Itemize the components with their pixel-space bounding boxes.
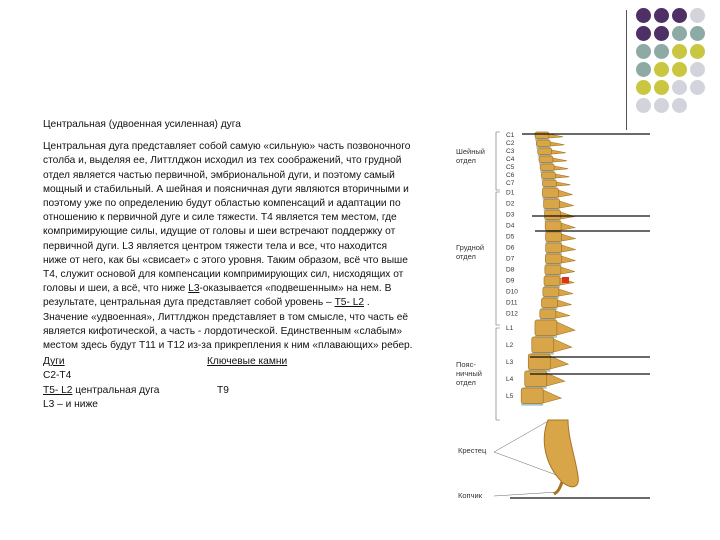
decor-dot (636, 8, 651, 23)
arc-cell-rest: центральная дуга (72, 384, 160, 396)
table-row (43, 369, 413, 383)
decor-dot (672, 62, 687, 77)
segment-label: D12 (506, 310, 518, 318)
label-thoracic-1: Грудной (456, 243, 485, 252)
pointer-sacrum-1 (494, 420, 550, 452)
spinous-process (561, 223, 575, 230)
vertebra-c7 (542, 180, 556, 187)
spinous-process (560, 201, 574, 208)
coccyx-shape (554, 482, 562, 494)
segment-label: D11 (506, 299, 518, 307)
vertebra-l2 (532, 337, 554, 353)
decor-dot (636, 44, 651, 59)
spinous-process (547, 373, 565, 386)
decor-dot (690, 26, 705, 41)
decor-dot (672, 8, 687, 23)
vertebra-l5 (521, 388, 543, 404)
vertebra-d3 (545, 210, 561, 220)
sacrum-shape (544, 420, 578, 487)
decor-dot (654, 8, 669, 23)
bracket-thoracic (496, 192, 500, 325)
decor-dot (672, 44, 687, 59)
vertebra-c6 (541, 172, 555, 179)
spinous-process (556, 311, 570, 318)
keystone-highlight (562, 277, 569, 283)
vertebra-c4 (539, 156, 553, 163)
col-header-keystones: Ключевые камни (207, 356, 288, 368)
segment-label: L1 (506, 325, 514, 333)
decor-dot (654, 80, 669, 95)
segment-label: C5 (506, 163, 515, 171)
paragraph-part3: . Значение «удвоенная», Литтлджон представляет в том смысле, что часть её является кифотической, а часть - лордотической. Единственным «слабым» местом здесь будут Т11 и Т12 из-за прикрепления к ним «плавающих» ребер. (43, 297, 413, 352)
decor-dot (636, 80, 651, 95)
segment-label: C6 (506, 171, 515, 179)
spinous-process (557, 322, 575, 335)
vertebra-c1 (535, 132, 549, 139)
vertebra-d7 (545, 254, 561, 264)
table-row (43, 384, 413, 398)
segment-label: D6 (506, 244, 515, 252)
col-header-arcs: Дуги (43, 356, 65, 368)
paragraph-t5l2: Т5- L2 (334, 297, 365, 309)
segment-labels-group (506, 132, 518, 400)
decor-dot (654, 62, 669, 77)
decor-dot (654, 98, 669, 113)
label-lumbar-3: отдел (456, 378, 476, 387)
decor-dot (690, 62, 705, 77)
spinous-process (557, 300, 571, 307)
spinous-process (558, 190, 572, 197)
label-coccyx: Копчик (458, 491, 482, 500)
decor-dot (654, 44, 669, 59)
label-lumbar-2: ничный (456, 369, 482, 378)
segment-label: C3 (506, 147, 515, 155)
vertebra-c2 (536, 140, 550, 147)
bracket-lumbar (496, 328, 500, 420)
segment-label: L4 (506, 376, 514, 384)
decor-dot (654, 26, 669, 41)
label-sacrum: Крестец (458, 446, 487, 455)
spinous-process (562, 245, 576, 252)
bracket-cervical (496, 132, 500, 190)
spinous-process (543, 390, 561, 403)
vertebra-d5 (546, 232, 562, 242)
segment-label: D4 (506, 222, 515, 230)
segment-label: L5 (506, 393, 514, 401)
vertebra-d4 (545, 221, 561, 231)
vertebra-d6 (546, 243, 562, 253)
decor-dot (672, 80, 687, 95)
vertebrae-group (521, 132, 575, 406)
segment-label: D8 (506, 266, 515, 274)
table-header-row (43, 355, 413, 369)
segment-label: D5 (506, 233, 515, 241)
text-block (43, 118, 413, 412)
decor-dot (636, 98, 651, 113)
heading: Центральная (удвоенная усиленная) дуга (43, 119, 241, 130)
vertebra-d8 (545, 265, 561, 275)
spinous-process (550, 142, 564, 146)
spinous-process (550, 356, 568, 369)
decor-dot (672, 98, 687, 113)
segment-label: D9 (506, 277, 515, 285)
segment-label: D7 (506, 255, 515, 263)
spine-diagram (450, 120, 680, 500)
paragraph-part2: -оказывается «подвешенным» на нем. В результате, центральная дуга представляет собой уровень – (43, 283, 392, 309)
segment-label: D10 (506, 288, 518, 296)
segment-label: D1 (506, 189, 515, 197)
spinous-process (559, 289, 573, 296)
spine-figure (450, 120, 680, 500)
paragraph-part1: Центральная дуга представляет собой самую «сильную» часть позвоночного столба и, выделяя ее, Литтлджон исходил из тех соображений, что грудной отдел является частью первичной, эмбриональной дуги, и поэтому самый мощный и стабильный. А шейная и поясничная дуги являются вторичными и поэтому уже по определению будут областью компенсаций и адаптации по отношению к первичной дуге и силе тяжести. Т4 является тем местом, где компримирующие силы, идущие от головы и шеи встречают поддержку от первичной дуги. L3 является центром тяжести тела и все, что находится ниже от него, как бы «свисает» с этого уровня. Таким образом, всё что выше Т4, служит основой для компенсации компримирующих сил, нисходящих от головы и шеи, а всё, что ниже (43, 141, 411, 295)
vertebra-d2 (544, 199, 560, 209)
vertebra-l3 (528, 354, 550, 370)
segment-label: C7 (506, 179, 515, 187)
spinous-process (554, 339, 572, 352)
segment-label: L2 (506, 342, 514, 350)
spinous-process (554, 166, 568, 170)
table-row (43, 398, 413, 412)
decor-dot (636, 26, 651, 41)
segment-label: L3 (506, 359, 514, 367)
segment-label: C1 (506, 131, 515, 139)
spinous-process (556, 182, 570, 186)
segment-label: D3 (506, 211, 515, 219)
label-cervical-1: Шейный (456, 147, 485, 156)
vertebra-d11 (541, 298, 557, 308)
decor-dot (672, 26, 687, 41)
vertebra-c3 (538, 148, 552, 155)
vertebra-d9 (544, 276, 560, 286)
arc-cell (43, 384, 207, 398)
vertebra-d10 (543, 287, 559, 297)
arcs-table (43, 355, 413, 412)
segment-label: C4 (506, 155, 515, 163)
spinous-process (552, 150, 566, 154)
pointer-coccyx (494, 492, 558, 496)
decor-dot (636, 62, 651, 77)
label-cervical-2: отдел (456, 156, 476, 165)
arc-cell-underlined: Т5- L2 (43, 384, 73, 396)
decor-dot (690, 8, 705, 23)
vertebra-d1 (542, 188, 558, 198)
arc-cell: С2-Т4 (43, 370, 72, 382)
spinous-process (562, 234, 576, 241)
decor-dot (690, 44, 705, 59)
spinous-process (555, 174, 569, 178)
vertebra-l4 (525, 371, 547, 387)
keystone-cell: Т9 (217, 384, 229, 396)
vertebra-l1 (535, 320, 557, 336)
spinous-process (553, 158, 567, 162)
label-lumbar-1: Пояс- (456, 360, 476, 369)
decor-dot-grid (636, 8, 720, 128)
decor-vertical-line (626, 10, 627, 130)
vertebra-c5 (540, 164, 554, 171)
paragraph-l3: L3 (188, 283, 200, 295)
body-paragraph (43, 140, 413, 353)
vertebra-d12 (540, 309, 556, 319)
decor-dot (690, 80, 705, 95)
spinous-process (561, 256, 575, 263)
segment-label: C2 (506, 139, 515, 147)
spinous-process (561, 267, 575, 274)
label-thoracic-2: отдел (456, 252, 476, 261)
arc-cell: L3 – и ниже (43, 398, 98, 410)
segment-label: D2 (506, 200, 515, 208)
